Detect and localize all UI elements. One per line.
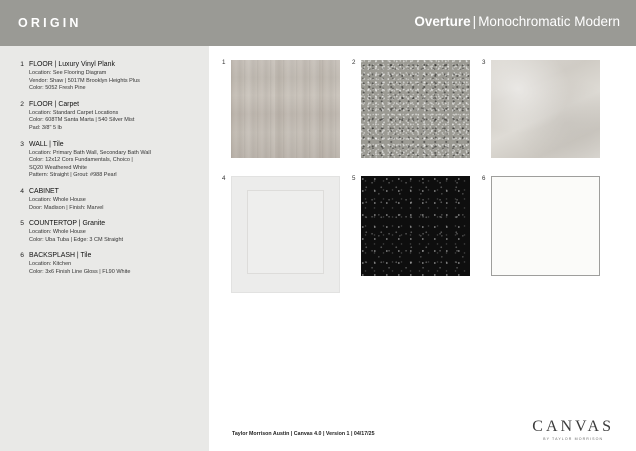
legend-title: WALL | Tile [29,140,64,148]
swatch-grid [209,46,636,451]
collection-style: Monochromatic Modern [478,14,620,29]
swatch-number: 5 [352,175,356,182]
legend-detail: Pad: 3/8" 5 lb [29,124,62,131]
swatch-image-backsplash [491,176,600,276]
legend-title: FLOOR | Carpet [29,100,80,108]
legend-title: CABINET [29,187,59,195]
canvas-logo-word: CANVAS [532,418,614,435]
legend-detail: Color: Uba Tuba | Edge: 3 CM Straight [29,236,124,243]
legend-number: 2 [20,100,24,108]
list-item [12,219,202,244]
swatch-image-granite [361,176,470,276]
legend-detail: Door: Madison | Finish: Marvel [29,204,104,211]
legend-detail: Location: See Flooring Diagram [29,70,107,76]
legend-panel [0,46,209,451]
legend-title: BACKSPLASH | Tile [29,252,92,260]
brand-title: ORIGIN [18,16,82,30]
canvas-logo-subtitle: BY TAYLOR MORRISON [543,437,604,441]
legend-list [12,60,202,284]
swatch-backsplash [482,175,600,276]
collection-name: Overture [414,14,471,29]
legend-number: 4 [20,187,24,195]
legend-detail: Location: Whole House [29,196,86,203]
swatch-number: 4 [222,175,226,182]
swatch-wall-tile [482,59,600,158]
legend-number: 6 [20,252,24,260]
footer-meta: Taylor Morrison Austin | Canvas 4.0 | Version 1 | 04/17/25 [232,431,375,437]
legend-title: COUNTERTOP | Granite [29,220,106,228]
swatch-number: 6 [482,175,486,182]
legend-title: FLOOR | Luxury Vinyl Plank [29,61,115,68]
canvas-logo [532,418,614,441]
list-item [12,140,202,180]
legend-detail: Location: Standard Carpet Locations [29,109,119,116]
legend-detail: Color: 12x12 Cors Fundamentals, Choico | [29,157,133,164]
legend-detail: Pattern: Straight | Grout: #988 Pearl [29,172,117,179]
swatch-carpet [352,59,470,158]
list-item [12,100,202,133]
list-item [12,187,202,212]
page-header [0,0,636,46]
swatch-image-vinyl [231,60,340,158]
legend-number: 5 [20,220,24,228]
swatch-image-tile [491,60,600,158]
legend-detail: Color: 608TM Santa Marta | 540 Silver Mist [29,117,135,124]
legend-detail: Color: 5052 Fresh Pine [29,85,86,92]
swatch-luxury-vinyl-plank [222,59,340,158]
legend-detail: Location: Whole House [29,229,86,236]
title-separator: | [472,14,477,29]
list-item [12,251,202,276]
legend-number: 3 [20,140,24,148]
legend-number: 1 [20,61,24,68]
legend-detail: Color: 3x6 Finish Line Gloss | FL90 White [29,268,131,275]
legend-detail: Vendor: Shaw | 5017M Brooklyn Heights Plus [29,77,140,84]
swatch-image-cabinet [231,176,340,293]
collection-title [414,14,620,29]
swatch-number: 1 [222,59,226,66]
legend-detail: SQ20 Weathered White [29,164,87,171]
swatch-number: 3 [482,59,486,66]
swatch-image-carpet [361,60,470,158]
cabinet-door-panel [247,190,323,274]
legend-detail: Location: Primary Bath Wall, Secondary Bath Wall [29,149,151,156]
list-item [12,60,202,93]
legend-detail: Location: Kitchen [29,261,72,268]
swatch-number: 2 [352,59,356,66]
swatch-granite [352,175,470,276]
swatch-cabinet [222,175,340,293]
